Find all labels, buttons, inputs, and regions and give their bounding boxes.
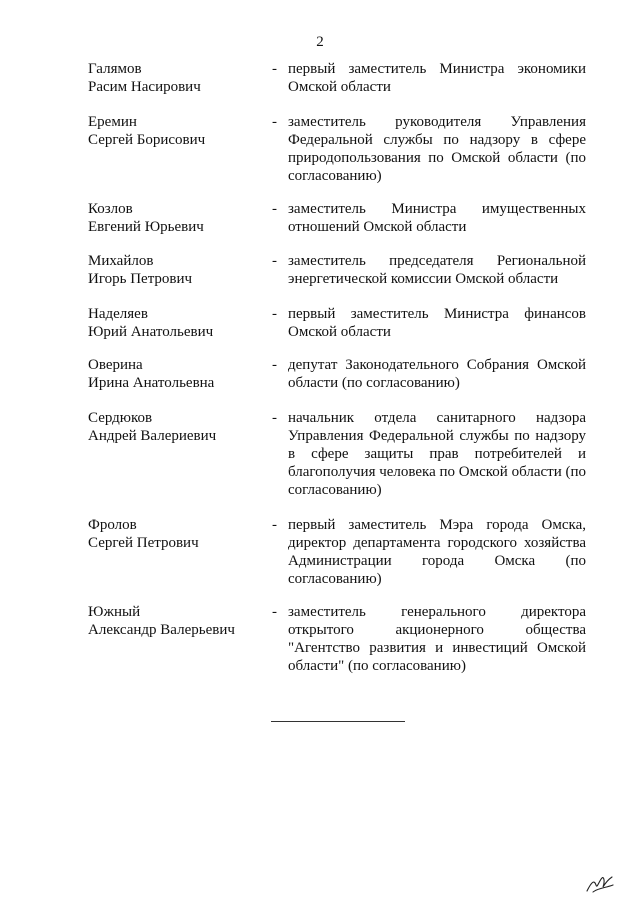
member-surname: Сердюков	[88, 410, 153, 426]
member-given-name: Юрий Анатольевич	[88, 324, 214, 340]
page-number: 2	[316, 34, 324, 50]
member-given-name: Расим Насирович	[88, 79, 201, 95]
member-dash: -	[272, 253, 277, 269]
member-given-name: Андрей Валериевич	[88, 428, 217, 444]
member-surname: Галямов	[88, 61, 142, 77]
member-dash: -	[272, 357, 277, 373]
member-dash: -	[272, 604, 277, 620]
member-surname: Еремин	[88, 114, 137, 130]
member-surname: Фролов	[88, 517, 137, 533]
member-surname: Южный	[88, 604, 141, 620]
end-divider-line	[271, 721, 405, 722]
member-dash: -	[272, 517, 277, 533]
member-given-name: Ирина Анатольевна	[88, 375, 215, 391]
member-role: заместитель руководителя Управления Федеральной службы по надзору в сфере природопользования по Омской области (по согласованию)	[288, 114, 586, 184]
member-given-name: Сергей Борисович	[88, 132, 206, 148]
member-role: заместитель председателя Региональной энергетической комиссии Омской области	[288, 253, 586, 287]
member-name	[88, 200, 268, 236]
member-dash: -	[272, 61, 277, 77]
member-name	[88, 409, 268, 445]
member-role: депутат Законодательного Собрания Омской области (по согласованию)	[288, 357, 586, 391]
member-name	[88, 252, 268, 288]
member-name	[88, 60, 268, 96]
signature-icon	[585, 873, 615, 895]
member-surname: Наделяев	[88, 306, 148, 322]
member-name	[88, 603, 268, 639]
member-role: первый заместитель Министра экономики Омской области	[288, 61, 586, 95]
member-given-name: Александр Валерьевич	[88, 622, 235, 638]
member-given-name: Евгений Юрьевич	[88, 219, 204, 235]
member-name	[88, 516, 268, 552]
member-surname: Оверина	[88, 357, 143, 373]
member-surname: Козлов	[88, 201, 133, 217]
member-dash: -	[272, 114, 277, 130]
member-name	[88, 113, 268, 149]
member-name	[88, 356, 268, 392]
member-given-name: Игорь Петрович	[88, 271, 193, 287]
member-name	[88, 305, 268, 341]
member-role: первый заместитель Министра финансов Омской области	[288, 306, 586, 340]
member-surname: Михайлов	[88, 253, 154, 269]
member-role: первый заместитель Мэра города Омска, директор департамента городского хозяйства Администрации города Омска (по согласованию)	[288, 517, 586, 587]
member-given-name: Сергей Петрович	[88, 535, 199, 551]
member-dash: -	[272, 201, 277, 217]
member-dash: -	[272, 306, 277, 322]
member-role: заместитель генерального директора открытого акционерного общества "Агентство развития и инвестиций Омской области" (по согласованию)	[288, 604, 586, 674]
member-role: начальник отдела санитарного надзора Управления Федеральной службы по надзору в сфере защиты прав потребителей и благополучия человека по Омской области (по согласованию)	[288, 410, 587, 498]
member-dash: -	[272, 410, 277, 426]
member-role: заместитель Министра имущественных отношений Омской области	[288, 201, 586, 235]
